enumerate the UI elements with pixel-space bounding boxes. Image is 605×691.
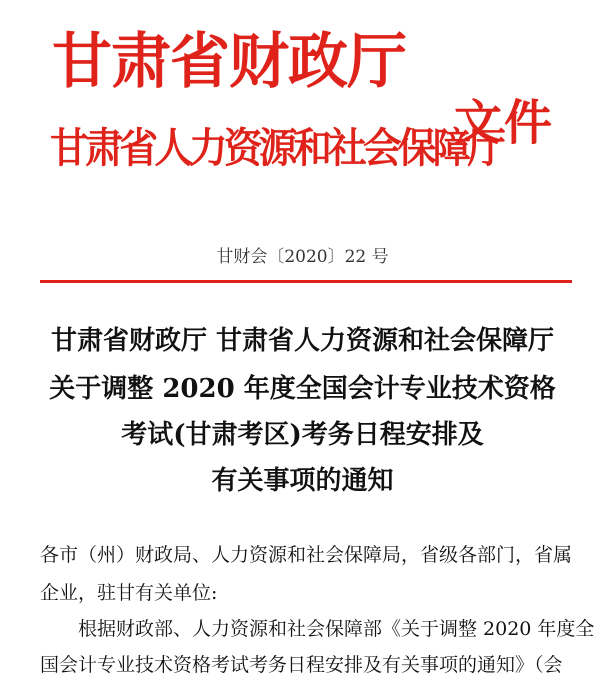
addressee-line: 各市（州）财政局、人力资源和社会保障局，省级各部门，省属 [40,544,573,566]
title-line: 关于调整 2020 年度全国会计专业技术资格 [49,374,556,404]
issuer-name-finance: 甘肃省财政厅 [52,27,406,97]
body-paragraph-line: 国会计专业技术资格考试考务日程安排及有关事项的通知》（会 [40,654,563,676]
title-line: 有关事项的通知 [211,466,394,496]
document-type-label: 文件 [454,95,555,151]
body-paragraph-line: 根据财政部、人力资源和社会保障部《关于调整 2020 年度全 [78,618,595,640]
header-divider [40,280,572,283]
title-line: 考试(甘肃考区)考务日程安排及 [121,420,484,450]
document-number: 甘财会〔2020〕22 号 [216,247,389,267]
title-line: 甘肃省财政厅 甘肃省人力资源和社会保障厅 [50,326,555,356]
issuer-name-hr: 甘肃省人力资源和社会保障厅 [50,124,503,172]
addressee-line: 企业，驻甘有关单位: [40,582,218,604]
